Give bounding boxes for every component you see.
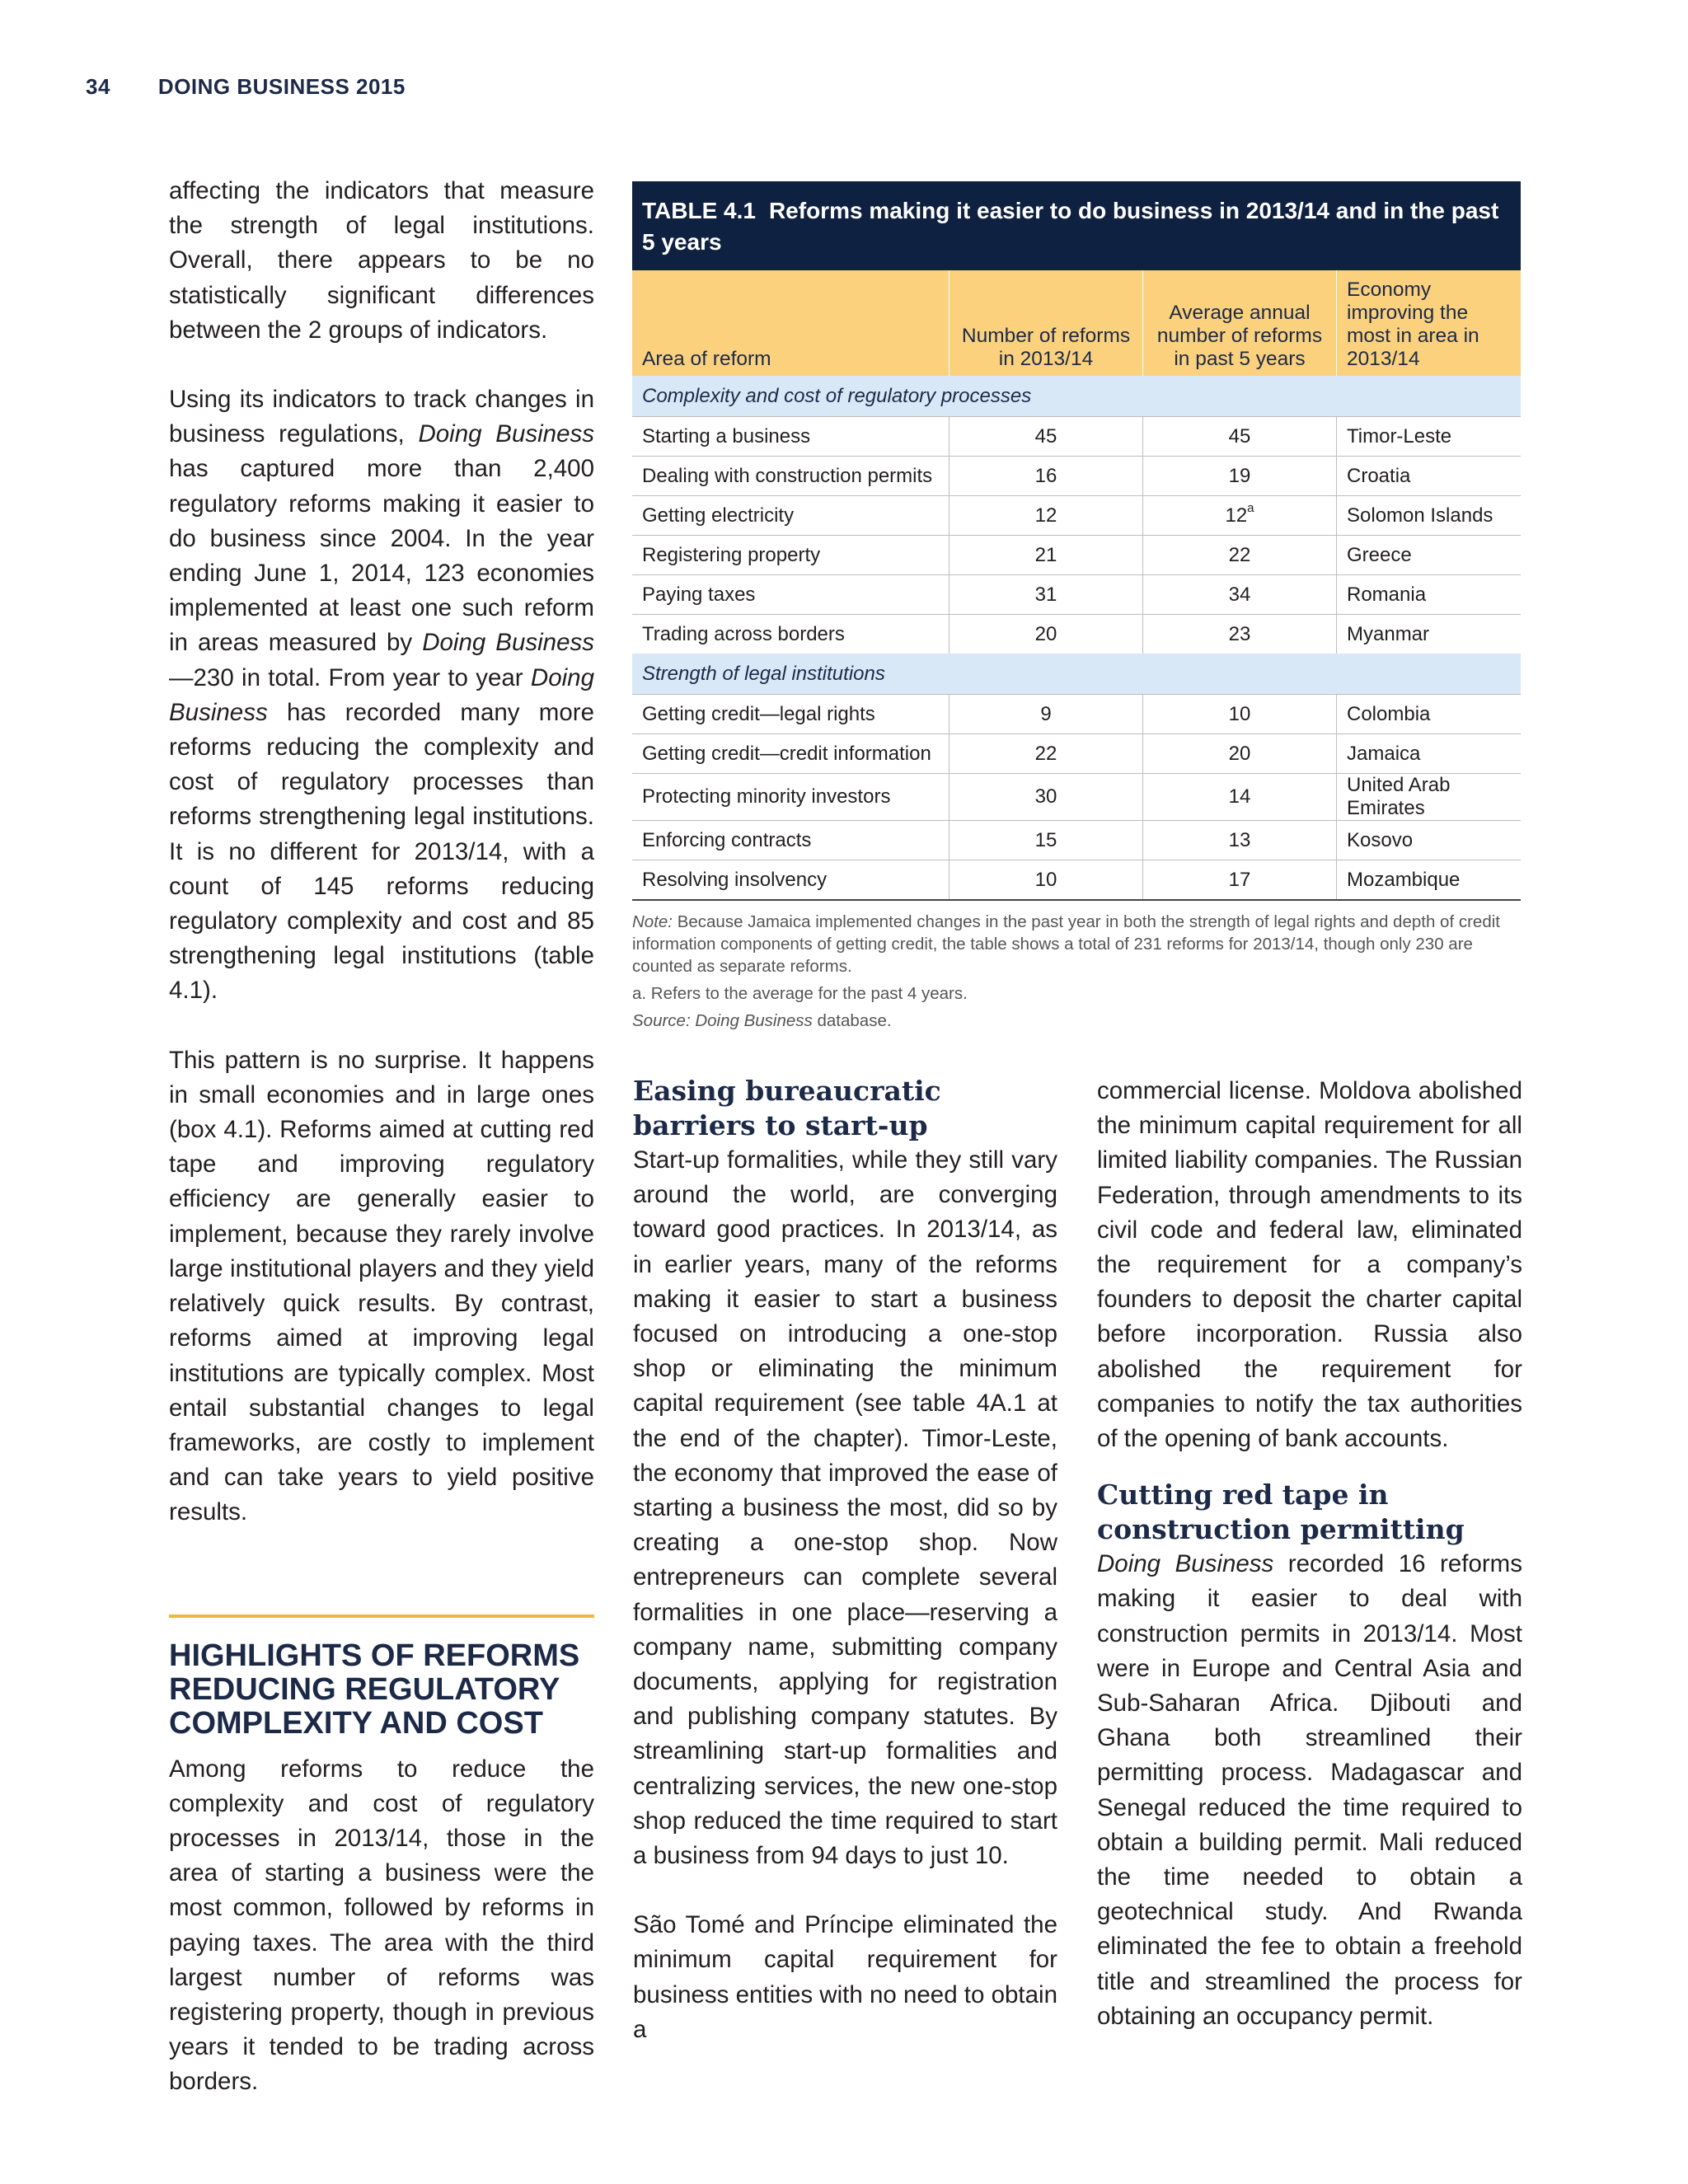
table-cell: 9 — [950, 695, 1143, 734]
table-cell: Enforcing contracts — [632, 821, 950, 860]
table-cell: 20 — [950, 615, 1143, 654]
column-header: Number of reforms in 2013/14 — [950, 270, 1143, 376]
table-cell: 19 — [1143, 457, 1337, 496]
table-cell: Myanmar — [1337, 615, 1522, 654]
subsection-heading: Easing bureaucratic barriers to start-up — [633, 1075, 941, 1141]
table-cell: Protecting minority investors — [632, 774, 950, 821]
table-cell: Solomon Islands — [1337, 496, 1522, 536]
table-cell: Getting credit—legal rights — [632, 695, 950, 734]
subsection-heading: Cutting red tape in construction permitting — [1097, 1479, 1465, 1546]
paragraph: Doing Business recorded 16 reforms making it easier to deal with construction permits in 2013/14. Most were in Europe and Central Asia and Sub-Saharan Africa. Djibouti and Ghana both streamlined their permitting process. Madagascar and Senegal reduced the time required to obtain a building permit. Mali reduced the time needed to obtain a geotechnical study. And Rwanda eliminated the fee to obtain a freehold title and streamlined the process for obtaining an occupancy permit. — [1097, 1550, 1522, 2030]
paragraph: Using its indicators to track changes in business regulations, Doing Business has captured more than 2,400 regulatory reforms making it easier to do business since 2004. In the year ending June 1, 2014, 123 economies implemented at least one such reform in areas measured by Doing Business—230 in total. From year to year Doing Business has recorded many more reforms reducing the complexity and cost of regulatory processes than reforms strengthening legal institutions. It is no different for 2013/14, with a count of 145 reforms reducing regulatory complexity and cost and 85 strengthening legal institutions (table 4.1). — [169, 386, 594, 1005]
table-cell: 13 — [1143, 821, 1337, 860]
table-cell: Dealing with construction permits — [632, 457, 950, 496]
section-heading: HIGHLIGHTS OF REFORMS REDUCING REGULATORY COMPLEXITY AND COST — [169, 1638, 580, 1741]
table-cell: Starting a business — [632, 417, 950, 457]
table-cell: Jamaica — [1337, 734, 1522, 774]
table-cell: Greece — [1337, 536, 1522, 575]
table-cell: 12 — [950, 496, 1143, 536]
page-number: 34 — [86, 74, 110, 99]
column-header: Economy improving the most in area in 2013/14 — [1337, 270, 1522, 376]
table-cell: Romania — [1337, 575, 1522, 615]
paragraph: São Tomé and Príncipe eliminated the minimum capital requirement for business entities with no need to obtain a — [633, 1911, 1057, 2043]
table-footnote: a. Refers to the average for the past 4 years. — [632, 984, 968, 1003]
table-note: Note: Because Jamaica implemented changes in the past year in both the strength of legal rights and depth of credit information components of getting credit, the table shows a total of 231 reforms for 2013/14, though only 230 are counted as separate reforms. — [632, 912, 1500, 976]
table-cell: Croatia — [1337, 457, 1522, 496]
table-cell: 34 — [1143, 575, 1337, 615]
table-cell: 17 — [1143, 860, 1337, 901]
table-cell: Trading across borders — [632, 615, 950, 654]
table-cell: Mozambique — [1337, 860, 1522, 901]
table-cell: Timor-Leste — [1337, 417, 1522, 457]
table-cell: 15 — [950, 821, 1143, 860]
reforms-table — [632, 270, 1521, 901]
running-header — [86, 74, 406, 100]
table-cell: Colombia — [1337, 695, 1522, 734]
table-notes — [632, 911, 1521, 1032]
table-cell: 10 — [950, 860, 1143, 901]
table-cell: Kosovo — [1337, 821, 1522, 860]
table-cell: United Arab Emirates — [1337, 774, 1522, 821]
table-cell: 21 — [950, 536, 1143, 575]
table-cell: Getting credit—credit information — [632, 734, 950, 774]
table-cell: 22 — [950, 734, 1143, 774]
right-column — [1097, 1074, 1522, 2034]
paragraph: Start-up formalities, while they still vary around the world, are converging toward good practices. In 2013/14, as in earlier years, many of the reforms making it easier to start a business focused on introducing a one-stop shop or eliminating the minimum capital requirement (see table 4A.1 at the end of the chapter). Timor-Leste, the economy that improved the ease of starting a business the most, did so by creating a one-stop shop. Now entrepreneurs can complete several formalities in one place—reserving a company name, submitting company documents, applying for registration and publishing company statutes. By streamlining start-up formalities and centralizing services, the new one-stop shop reduced the time required to start a business from 94 days to just 10. — [633, 1146, 1057, 1870]
table-cell: 23 — [1143, 615, 1337, 654]
table-cell: 30 — [950, 774, 1143, 821]
table-cell: Paying taxes — [632, 575, 950, 615]
left-column — [169, 174, 594, 2100]
table-cell: 12$^a$ — [1143, 496, 1337, 536]
table-cell: 31 — [950, 575, 1143, 615]
table-source: Source: Doing Business database. — [632, 1011, 892, 1030]
paragraph: affecting the indicators that measure the strength of legal institutions. Overall, there appears to be no statistically significant differences between the 2 groups of indicators. — [169, 177, 594, 344]
table-cell: 22 — [1143, 536, 1337, 575]
table-cell: 16 — [950, 457, 1143, 496]
table-cell: 45 — [1143, 417, 1337, 457]
table-number: TABLE 4.1 — [642, 198, 756, 223]
table-cell: 14 — [1143, 774, 1337, 821]
table-cell: 20 — [1143, 734, 1337, 774]
table-cell: Getting electricity — [632, 496, 950, 536]
table-section-label: Complexity and cost of regulatory processes — [632, 376, 1521, 417]
section-divider — [169, 1615, 594, 1618]
table-cell: 45 — [950, 417, 1143, 457]
table-section-label: Strength of legal institutions — [632, 654, 1521, 695]
table-4-1 — [632, 181, 1521, 1037]
middle-column — [633, 1074, 1057, 2047]
running-title: DOING BUSINESS 2015 — [157, 74, 406, 99]
table-cell: 10 — [1143, 695, 1337, 734]
paragraph: Among reforms to reduce the complexity and cost of regulatory processes in 2013/14, those in the area of starting a business were the most common, followed by reforms in paying taxes. The area with the third largest number of reforms was registering property, though in previous years it tended to be trading across borders. — [169, 1755, 594, 2096]
column-header: Area of reform — [632, 270, 950, 376]
table-body — [632, 376, 1521, 900]
table-cell: Registering property — [632, 536, 950, 575]
paragraph: commercial license. Moldova abolished the minimum capital requirement for all limited liability companies. The Russian Federation, through amendments to its civil code and federal law, eliminated the requirement for a company’s founders to deposit the charter capital before incorporation. Russia also abolished the requirement for companies to notify the tax authorities of the opening of bank accounts. — [1097, 1077, 1522, 1453]
table-caption: Reforms making it easier to do business in 2013/14 and in the past 5 years — [642, 198, 1499, 255]
table-cell: Resolving insolvency — [632, 860, 950, 901]
column-header: Average annual number of reforms in past 5 years — [1143, 270, 1337, 376]
table-title — [632, 181, 1521, 270]
paragraph: This pattern is no surprise. It happens in small economies and in large ones (box 4.1). Reforms aimed at cutting red tape and improving regulatory efficiency are generally easier to implement, because they rarely involve large institutional players and they yield relatively quick results. By contrast, reforms aimed at improving legal institutions are typically complex. Most entail substantial changes to legal frameworks, are costly to implement and can take years to yield positive results. — [169, 1046, 594, 1526]
